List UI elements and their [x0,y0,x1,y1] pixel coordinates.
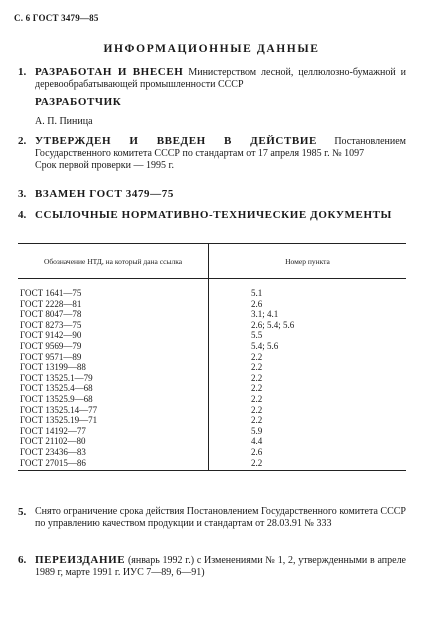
clause-cell: 4.4 [251,436,263,447]
document-cell: ГОСТ 13525.14—77 [18,405,209,416]
clause-cell: 2.2 [251,362,263,373]
table-row [18,299,406,310]
developer-name: А. П. Пиница [35,116,93,127]
document-cell: ГОСТ 13525.4—68 [18,383,209,394]
clause-cell: 5.9 [251,425,263,436]
item-6-text: (январь 1992 г.) с Изменениями № 1, 2, утвержденными в апреле 1989 г, марте 1991 г. ИУС 7—89, 6—91) [35,555,406,578]
developer-heading: РАЗРАБОТЧИК [35,96,122,108]
table-row [18,415,406,426]
item-number: 3. [18,188,27,200]
clause-cell: 2.6 [251,298,263,309]
item-6 [18,554,406,579]
item-6-heading: ПЕРЕИЗДАНИЕ [35,554,126,566]
header-document: Обозначение НТД, на который дана ссылка [18,244,209,279]
clause-cell: 2.2 [251,383,263,394]
document-cell: ГОСТ 8047—78 [18,309,209,320]
running-head: С. 6 ГОСТ 3479—85 [14,13,99,23]
table-row [18,279,406,299]
table-row [18,352,406,363]
item-2 [18,135,406,172]
clause-cell: 3.1; 4.1 [251,309,279,320]
item-5 [18,506,406,530]
item-1-heading: РАЗРАБОТАН И ВНЕСЕН [35,66,184,78]
document-cell: ГОСТ 8273—75 [18,320,209,331]
clause-cell: 2.2 [251,404,263,415]
clause-cell: 5.4; 5.6 [251,340,279,351]
item-4-heading: ССЫЛОЧНЫЕ НОРМАТИВНО-ТЕХНИЧЕСКИЕ ДОКУМЕНТЫ [35,209,392,221]
clause-cell: 2.2 [251,393,263,404]
table-row [18,383,406,394]
header-clause: Номер пункта [209,244,407,279]
document-cell: ГОСТ 9569—79 [18,341,209,352]
item-6-body [35,554,406,579]
clause-cell: 2.2 [209,458,407,471]
clause-cell: 5.5 [251,330,263,341]
item-2-text: Постановлением Государственного комитета СССР по стандартам от 17 апреля 1985 г. № 1097 [35,136,407,159]
document-cell: ГОСТ 27015—86 [18,458,209,471]
clause-cell: 2.6 [251,446,263,457]
item-number: 5. [18,506,27,518]
item-number: 2. [18,135,27,147]
document-cell: ГОСТ 2228—81 [18,299,209,310]
document-cell: ГОСТ 1641—75 [18,279,209,299]
item-number: 6. [18,554,27,566]
item-2-heading: УТВЕРЖДЕН И ВВЕДЕН В ДЕЙСТВИЕ [35,135,317,147]
item-number: 4. [18,209,27,221]
document-cell: ГОСТ 21102—80 [18,436,209,447]
item-3-heading: ВЗАМЕН ГОСТ 3479—75 [35,188,174,200]
clause-cell: 2.2 [251,372,263,383]
table-header-row [18,244,406,279]
document-cell: ГОСТ 13525.1—79 [18,373,209,384]
item-3 [18,188,406,201]
table-row [18,458,406,471]
document-cell: ГОСТ 13525.19—71 [18,415,209,426]
document-cell: ГОСТ 23436—83 [18,447,209,458]
table-row [18,394,406,405]
document-cell: ГОСТ 9142—90 [18,330,209,341]
item-5-text: Снято ограничение срока действия Постановлением Государственного комитета СССР по управлению качеством продукции и стандартам от 28.03.91 № 333 [35,506,406,529]
table-row [18,341,406,352]
clause-cell: 2.2 [251,415,263,426]
table-row [18,320,406,331]
clause-cell: 2.2 [251,351,263,362]
reference-documents-table [18,243,406,471]
table-row [18,330,406,341]
table-row [18,362,406,373]
clause-cell: 2.6; 5.4; 5.6 [251,319,295,330]
document-cell: ГОСТ 14192—77 [18,426,209,437]
table-row [18,405,406,416]
item-2-review-term: Срок первой проверки — 1995 г. [35,160,174,171]
table-row [18,436,406,447]
document-cell: ГОСТ 13199—88 [18,362,209,373]
clause-cell: 5.1 [251,288,263,298]
item-4 [18,209,406,222]
table-row [18,373,406,384]
item-1 [18,66,406,91]
section-title: ИНФОРМАЦИОННЫЕ ДАННЫЕ [103,43,320,55]
document-cell: ГОСТ 13525.9—68 [18,394,209,405]
table-row [18,309,406,320]
table-row [18,447,406,458]
table-row [18,426,406,437]
document-cell: ГОСТ 9571—89 [18,352,209,363]
item-2-body [35,135,406,172]
item-1-text: Министерством лесной, целлюлозно-бумажной и деревообрабатывающей промышленности СССР [35,67,407,90]
item-number: 1. [18,66,27,78]
item-1-body [35,66,406,91]
